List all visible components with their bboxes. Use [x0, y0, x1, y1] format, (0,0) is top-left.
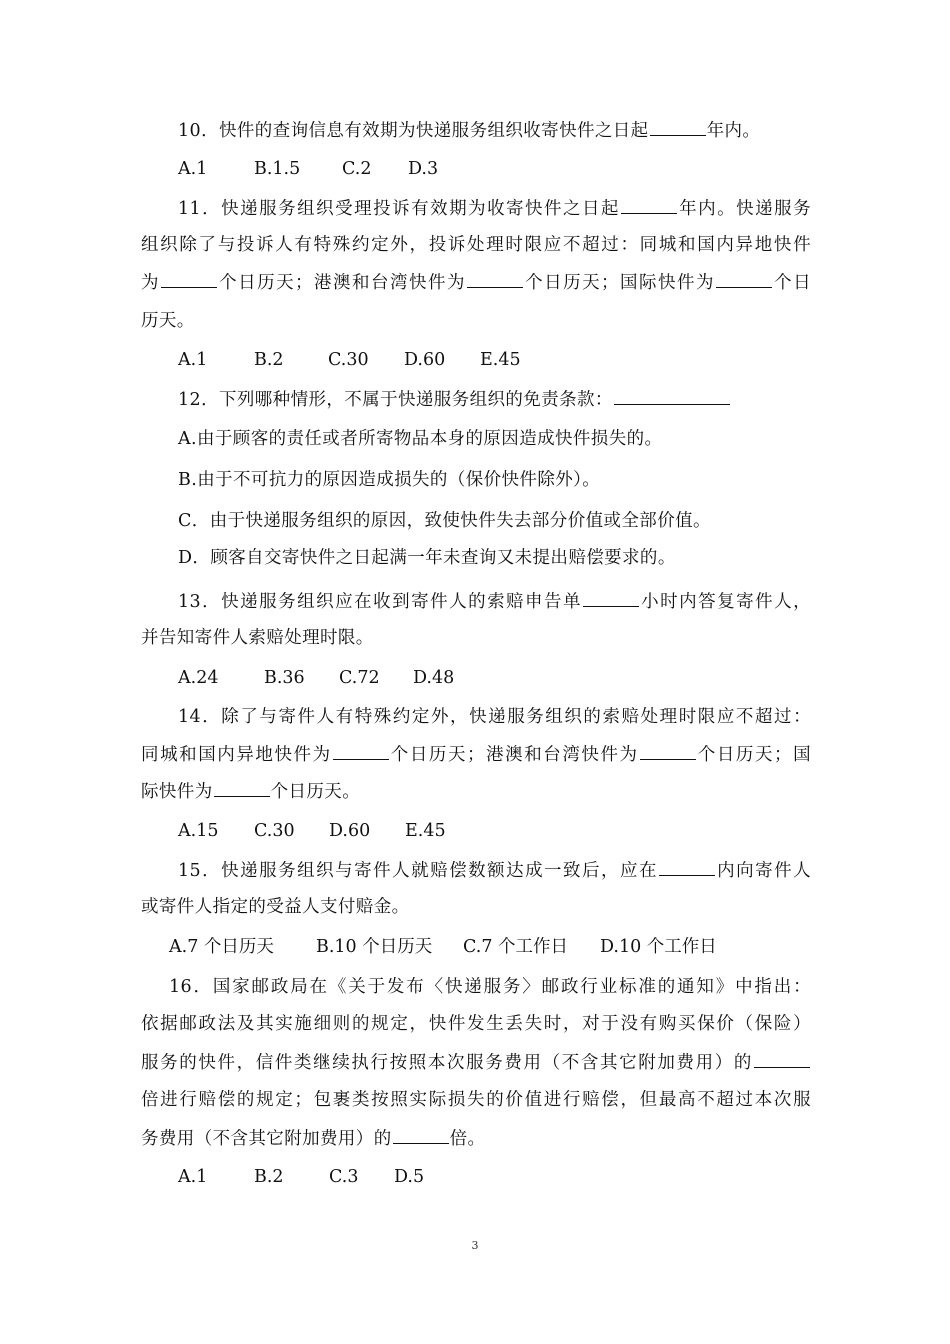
option: D.3 [408, 159, 439, 179]
option: D.60 [404, 350, 446, 370]
option: B.10 个日历天 [316, 937, 433, 957]
text: 个日历天；国际快件为 [524, 273, 716, 293]
option: E.45 [480, 350, 521, 370]
answer-blank [467, 270, 523, 288]
answer-blank [716, 270, 772, 288]
text: 服务的快件，信件类继续执行按照本次服务费用（不含其它附加费用）的 [141, 1053, 753, 1073]
question-16-line [141, 1126, 811, 1151]
question-15-line: 或寄件人指定的受益人支付赔金。 [141, 897, 410, 917]
question-13-line: 并告知寄件人索赔处理时限。 [141, 628, 374, 648]
text: 个日历天；国 [696, 745, 812, 765]
text: 个日历天；港澳和台湾快件为 [389, 745, 639, 765]
question-11-line: 历天。 [141, 311, 195, 331]
question-14: 14．除了与寄件人有特殊约定外，快递服务组织的索赔处理时限应不超过： [178, 707, 811, 727]
text: 个日历天。 [270, 782, 361, 802]
question-12-option-a: A.由于顾客的责任或者所寄物品本身的原因造成快件损失的。 [178, 429, 663, 449]
option: D.10 个工作日 [600, 937, 717, 957]
question-13 [178, 589, 811, 614]
question-11-options [178, 348, 848, 372]
text: 为 [141, 273, 160, 293]
page-number: 3 [471, 1239, 479, 1252]
question-11-text: 年内。快递服务 [678, 199, 811, 219]
option: D.60 [329, 821, 371, 841]
text: 际快件为 [141, 782, 213, 802]
option: A.15 [178, 821, 219, 841]
option: B.2 [254, 350, 284, 370]
text: 同城和国内异地快件为 [141, 745, 332, 765]
answer-blank [393, 1126, 449, 1144]
answer-blank [621, 196, 677, 214]
question-16: 16．国家邮政局在《关于发布〈快递服务〉邮政行业标准的通知》中指出： [169, 977, 811, 997]
option: C.7 个工作日 [463, 937, 569, 957]
answer-blank [214, 779, 270, 797]
answer-blank [650, 118, 706, 136]
question-16-line [141, 1050, 811, 1075]
question-16-line: 倍进行赔偿的规定；包裹类按照实际损失的价值进行赔偿，但最高不超过本次服 [141, 1090, 811, 1110]
question-15-options [169, 935, 839, 959]
question-15 [178, 858, 811, 883]
answer-blank [583, 589, 639, 607]
question-11-line [141, 270, 811, 295]
question-13-text: 13．快递服务组织应在收到寄件人的索赔申告单 [178, 592, 583, 612]
question-12-option-b: B.由于不可抗力的原因造成损失的（保价快件除外）。 [178, 470, 601, 490]
option: C.72 [339, 668, 380, 688]
question-10-text: 10．快件的查询信息有效期为快递服务组织收寄快件之日起 [178, 121, 649, 141]
question-13-options [178, 666, 848, 690]
question-10-options [178, 157, 848, 181]
question-14-options [178, 819, 848, 843]
question-11-text: 11．快递服务组织受理投诉有效期为收寄快件之日起 [178, 199, 621, 219]
option: C.30 [328, 350, 369, 370]
option: E.45 [405, 821, 446, 841]
option: A.24 [178, 668, 219, 688]
question-12-option-d: D．顾客自交寄快件之日起满一年未查询又未提出赔偿要求的。 [178, 548, 676, 568]
question-13-text: 小时内答复寄件人， [640, 592, 811, 612]
text: 个日 [773, 273, 811, 293]
option: C.2 [342, 159, 372, 179]
answer-blank [640, 742, 696, 760]
option: C.3 [329, 1167, 359, 1187]
text: 个日历天；港澳和台湾快件为 [218, 273, 466, 293]
text: 务费用（不含其它附加费用）的 [141, 1129, 392, 1149]
question-14-line [141, 742, 811, 767]
answer-blank [161, 270, 217, 288]
question-11 [178, 196, 811, 221]
question-15-text: 15．快递服务组织与寄件人就赔偿数额达成一致后，应在 [178, 861, 659, 881]
question-12-text: 12．下列哪种情形，不属于快递服务组织的免责条款： [178, 390, 613, 410]
question-10-text-end: 年内。 [706, 121, 761, 141]
option: A.7 个日历天 [169, 937, 274, 957]
option: B.2 [254, 1167, 284, 1187]
question-11-line: 组织除了与投诉人有特殊约定外，投诉处理时限应不超过：同城和国内异地快件 [141, 235, 811, 255]
question-16-options [178, 1165, 848, 1189]
option: C.30 [254, 821, 295, 841]
answer-blank [754, 1050, 810, 1068]
question-12-option-c: C．由于快递服务组织的原因，致使快件失去部分价值或全部价值。 [178, 511, 711, 531]
option: A.1 [178, 350, 208, 370]
option: B.1.5 [254, 159, 301, 179]
question-16-line: 依据邮政法及其实施细则的规定，快件发生丢失时，对于没有购买保价（保险） [141, 1014, 811, 1034]
option: D.48 [413, 668, 455, 688]
answer-blank [333, 742, 389, 760]
answer-blank [614, 387, 730, 405]
option: D.5 [394, 1167, 425, 1187]
question-10 [178, 118, 811, 143]
question-12 [178, 387, 811, 412]
text: 倍。 [449, 1129, 486, 1149]
option: A.1 [178, 159, 208, 179]
option: A.1 [178, 1167, 208, 1187]
question-14-line [141, 779, 811, 804]
answer-blank [659, 858, 715, 876]
option: B.36 [264, 668, 305, 688]
question-15-text: 内向寄件人 [716, 861, 812, 881]
